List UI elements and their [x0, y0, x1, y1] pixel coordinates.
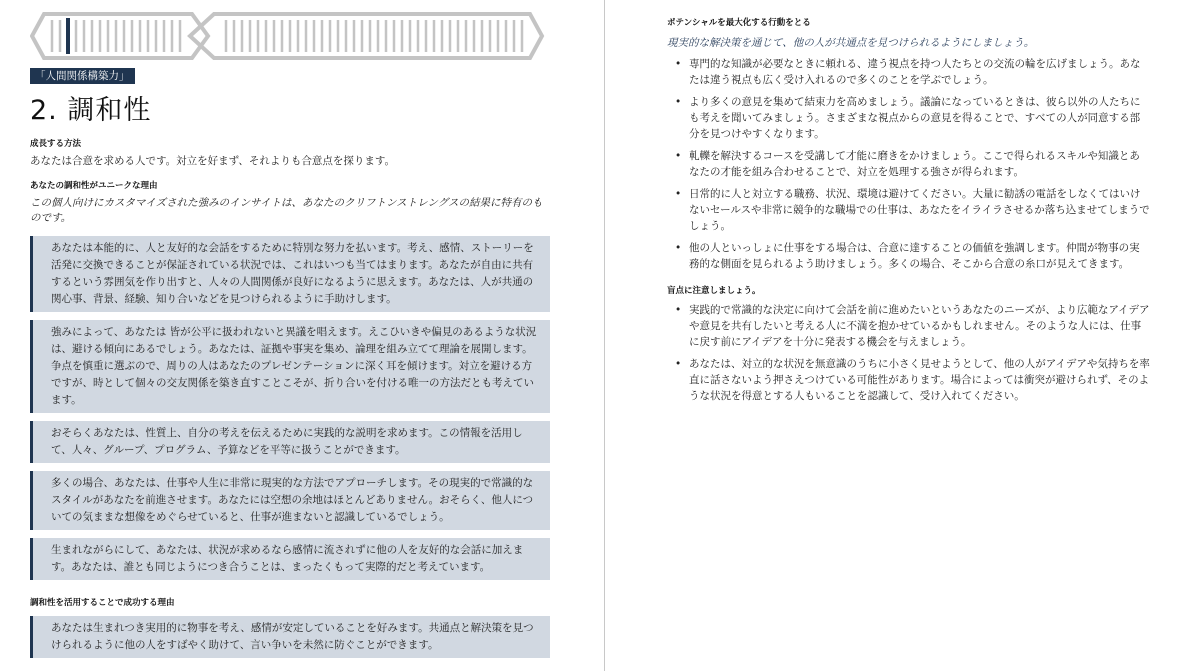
- insight-quote: あなたは本能的に、人と友好的な会話をするために特別な努力を払います。考え、感情、ストーリーを活発に交換できることが保証されている状況では、これはいつも当てはまります。あなたが自由に共有するという雰囲気を作り出すと、人々の人間関係が良好になるように思えます。あなたは、人が共通の関心事、背景、経験、知り合いなどを見つけられるように手助けします。: [30, 236, 550, 312]
- list-item: • 専門的な知識が必要なときに頼れる、違う視点を持つ人たちとの交流の輪を広げましょう。あなたは違う視点も広く受け入れるので多くのことを学ぶでしょう。: [667, 56, 1150, 88]
- insight-quote: 生まれながらにして、あなたは、状況が求めるなら感情に流されずに他の人を友好的な会話に加えます。あなたは、誰とも同じようにつき合うことは、まったくもって実際的だと考えています。: [30, 538, 550, 580]
- banner-svg: [30, 10, 545, 62]
- list-item: • 軋轢を解決するコースを受講して才能に磨きをかけましょう。ここで得られるスキルや知識とあなたの才能を組み合わせることで、対立を処理する強さが得られます。: [667, 148, 1150, 180]
- actions-subheading: 現実的な解決策を通じて、他の人が共通点を見つけられるようにしましょう。: [667, 37, 1035, 49]
- growth-text: あなたは合意を求める人です。対立を好まず、それよりも合意点を探ります。: [30, 155, 395, 167]
- unique-intro: この個人向けにカスタマイズされた強みのインサイトは、あなたのクリフトンストレングスの結果に特有のものです。: [30, 197, 543, 224]
- blindspots-heading: 盲点に注意しましょう。: [667, 286, 761, 296]
- actions-list: [667, 56, 1150, 272]
- list-item: • 日常的に人と対立する職務、状況、環境は避けてください。大量に勧誘の電話をしなくてはいけないセールスや非常に競争的な職場での仕事は、あなたをイライラさせるか落ち込ませてしまうでしょう。: [667, 186, 1150, 234]
- success-quote: あなたは生まれつき実用的に物事を考え、感情が安定していることを好みます。共通点と解決策を見つけられるように他の人をすばやく助けて、言い争いを未然に防ぐことができます。: [30, 616, 550, 658]
- list-item: • 実践的で常識的な決定に向けて会話を前に進めたいというあなたのニーズが、より広範なアイデアや意見を共有したいと考える人に不満を抱かせているかもしれません。そのような人には、仕事に戻す前にアイデアを十分に発表する機会を与えましょう。: [667, 302, 1150, 350]
- list-item: • より多くの意見を集めて結束力を高めましょう。議論になっているときは、彼ら以外の人たちにも考えを聞いてみましょう。さまざまな視点からの意見を得ることで、すべての人が同意する部分を見つけやすくなります。: [667, 94, 1150, 142]
- success-heading: 調和性を活用することで成功する理由: [30, 598, 175, 608]
- actions-heading: ポテンシャルを最大化する行動をとる: [667, 18, 811, 28]
- growth-heading: 成長する方法: [30, 139, 82, 149]
- insight-quote: 多くの場合、あなたは、仕事や人生に非常に現実的な方法でアプローチします。その現実的で常識的なスタイルがあなたを前進させます。あなたには空想の余地はほとんどありません。おそらく、他人についての気ままな想像をめぐらせていると、仕事が進まないと認識しているでしょう。: [30, 471, 550, 530]
- list-item: • あなたは、対立的な状況を無意識のうちに小さく見せようとして、他の人がアイデアや気持ちを率直に話さないよう押さえつけている可能性があります。場合によっては衝突が避けられず、そのような状況を得意とする人もいることを認識して、受け入れてください。: [667, 356, 1150, 404]
- right-page: [605, 0, 1200, 671]
- page-title: 2. 調和性: [30, 95, 152, 126]
- list-item: • 他の人といっしょに仕事をする場合は、合意に達することの価値を強調します。仲間が物事の実務的な側面を見られるよう助けましょう。多くの場合、そこから合意の糸口が見えてきます。: [667, 240, 1150, 272]
- category-tag: 「人間関係構築力」: [30, 68, 135, 84]
- insight-quote: 強みによって、あなたは 皆が公平に扱われないと異議を唱えます。えこひいきや偏見のあるような状況は、避ける傾向にあるでしょう。あなたは、証拠や事実を集め、論理を組み立てて理論を展開します。争点を慎重に選ぶので、周りの人はあなたのプレゼンテーションに深く耳を傾けます。対立を避ける方ですが、時として個々の交友関係を築き直すことこそが、折り合いを付ける唯一の方法だとも考えています。: [30, 320, 550, 413]
- strength-banner-graphic: [30, 10, 545, 62]
- blindspots-list: [667, 302, 1150, 404]
- insight-quote: おそらくあなたは、性質上、自分の考えを伝えるために実践的な説明を求めます。この情報を活用して、人々、グループ、プログラム、予算などを平等に扱うことができます。: [30, 421, 550, 463]
- banner-left-segment: [32, 14, 208, 58]
- unique-heading: あなたの調和性がユニークな理由: [30, 181, 158, 191]
